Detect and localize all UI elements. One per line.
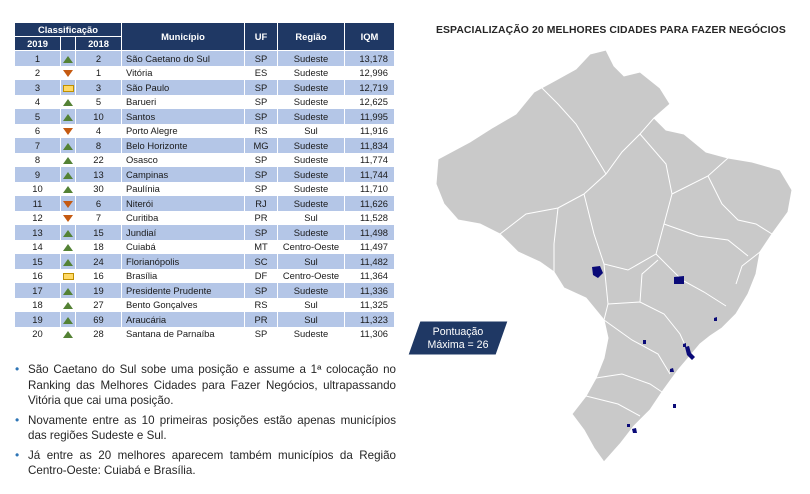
municipio-cell: Bento Gonçalves <box>122 298 245 313</box>
rank-2018-cell: 3 <box>76 80 122 95</box>
table-row <box>15 327 395 342</box>
iqm-cell: 11,306 <box>345 327 395 342</box>
municipio-cell: Vitória <box>122 66 245 81</box>
table-row <box>15 211 395 226</box>
uf-cell: SP <box>245 225 278 240</box>
header-municipio: Município <box>122 23 245 51</box>
iqm-cell: 11,336 <box>345 283 395 298</box>
iqm-cell: 11,482 <box>345 254 395 269</box>
marker-brasilia <box>674 276 684 284</box>
rank-2018-cell: 16 <box>76 269 122 284</box>
rank-2019-cell: 13 <box>15 225 61 240</box>
trend-down-icon <box>63 70 73 77</box>
table-row <box>15 51 395 66</box>
rank-2018-cell: 1 <box>76 66 122 81</box>
trend-cell <box>61 167 76 182</box>
header-2018: 2018 <box>76 37 122 51</box>
regiao-cell: Sudeste <box>278 51 345 66</box>
trend-up-icon <box>63 172 73 179</box>
trend-up-icon <box>63 186 73 193</box>
trend-up-icon <box>63 331 73 338</box>
trend-up-icon <box>63 244 73 251</box>
rank-2019-cell: 7 <box>15 138 61 153</box>
regiao-cell: Sudeste <box>278 283 345 298</box>
bullet-list <box>14 362 396 483</box>
trend-up-icon <box>63 143 73 150</box>
regiao-cell: Sudeste <box>278 109 345 124</box>
uf-cell: SC <box>245 254 278 269</box>
bullet-text: Novamente entre as 10 primeiras posições estão apenas municípios das regiões Sudeste e Sul. <box>28 413 396 442</box>
trend-down-icon <box>63 128 73 135</box>
table-row <box>15 240 395 255</box>
score-box <box>408 321 508 355</box>
trend-cell <box>61 298 76 313</box>
regiao-cell: Centro-Oeste <box>278 240 345 255</box>
regiao-cell: Sudeste <box>278 225 345 240</box>
uf-cell: SP <box>245 153 278 168</box>
rank-2019-cell: 2 <box>15 66 61 81</box>
trend-up-icon <box>63 157 73 164</box>
municipio-cell: Niterói <box>122 196 245 211</box>
marker-presidente-prudente <box>643 340 646 344</box>
map-title: ESPACIALIZAÇÃO 20 MELHORES CIDADES PARA FAZER NEGÓCIOS <box>436 25 786 36</box>
table-row <box>15 283 395 298</box>
trend-cell <box>61 66 76 81</box>
iqm-cell: 11,710 <box>345 182 395 197</box>
trend-cell <box>61 182 76 197</box>
trend-cell <box>61 138 76 153</box>
trend-up-icon <box>63 99 73 106</box>
uf-cell: PR <box>245 211 278 226</box>
trend-cell <box>61 153 76 168</box>
score-text <box>408 326 508 351</box>
table-row <box>15 80 395 95</box>
table-row <box>15 124 395 139</box>
iqm-cell: 11,498 <box>345 225 395 240</box>
regiao-cell: Sudeste <box>278 138 345 153</box>
rank-2018-cell: 24 <box>76 254 122 269</box>
marker-florianopolis <box>673 404 676 408</box>
rank-2019-cell: 19 <box>15 312 61 327</box>
trend-up-icon <box>63 114 73 121</box>
municipio-cell: Santana de Parnaíba <box>122 327 245 342</box>
uf-cell: MT <box>245 240 278 255</box>
trend-cell <box>61 95 76 110</box>
trend-up-icon <box>63 288 73 295</box>
regiao-cell: Sudeste <box>278 80 345 95</box>
rank-2019-cell: 12 <box>15 211 61 226</box>
regiao-cell: Centro-Oeste <box>278 269 345 284</box>
table-row <box>15 138 395 153</box>
uf-cell: ES <box>245 66 278 81</box>
trend-same-icon <box>63 85 74 92</box>
header-trend <box>61 37 76 51</box>
rank-2018-cell: 8 <box>76 138 122 153</box>
header-regiao: Região <box>278 23 345 51</box>
municipio-cell: Araucária <box>122 312 245 327</box>
municipio-cell: Osasco <box>122 153 245 168</box>
rank-2018-cell: 6 <box>76 196 122 211</box>
regiao-cell: Sul <box>278 211 345 226</box>
uf-cell: SP <box>245 182 278 197</box>
rank-2019-cell: 5 <box>15 109 61 124</box>
rank-2019-cell: 9 <box>15 167 61 182</box>
iqm-cell: 11,995 <box>345 109 395 124</box>
header-uf: UF <box>245 23 278 51</box>
ranking-table <box>14 22 395 341</box>
brazil-map <box>408 44 808 492</box>
uf-cell: PR <box>245 312 278 327</box>
bullet-icon: • <box>15 362 20 376</box>
table-row <box>15 225 395 240</box>
table-row <box>15 196 395 211</box>
rank-2018-cell: 7 <box>76 211 122 226</box>
trend-cell <box>61 312 76 327</box>
trend-up-icon <box>63 302 73 309</box>
rank-2019-cell: 4 <box>15 95 61 110</box>
rank-2018-cell: 5 <box>76 95 122 110</box>
regiao-cell: Sudeste <box>278 196 345 211</box>
municipio-cell: São Paulo <box>122 80 245 95</box>
rank-2019-cell: 8 <box>15 153 61 168</box>
table-row <box>15 66 395 81</box>
trend-up-icon <box>63 317 73 324</box>
iqm-cell: 11,497 <box>345 240 395 255</box>
municipio-cell: Brasília <box>122 269 245 284</box>
trend-up-icon <box>63 230 73 237</box>
trend-cell <box>61 254 76 269</box>
municipio-cell: Porto Alegre <box>122 124 245 139</box>
iqm-cell: 11,916 <box>345 124 395 139</box>
trend-cell <box>61 196 76 211</box>
rank-2018-cell: 30 <box>76 182 122 197</box>
municipio-cell: Barueri <box>122 95 245 110</box>
municipio-cell: Presidente Prudente <box>122 283 245 298</box>
trend-cell <box>61 240 76 255</box>
regiao-cell: Sudeste <box>278 327 345 342</box>
iqm-cell: 13,178 <box>345 51 395 66</box>
rank-2018-cell: 2 <box>76 51 122 66</box>
uf-cell: SP <box>245 167 278 182</box>
iqm-cell: 11,325 <box>345 298 395 313</box>
regiao-cell: Sudeste <box>278 167 345 182</box>
rank-2018-cell: 15 <box>76 225 122 240</box>
municipio-cell: Cuiabá <box>122 240 245 255</box>
trend-cell <box>61 269 76 284</box>
rank-2018-cell: 28 <box>76 327 122 342</box>
regiao-cell: Sul <box>278 312 345 327</box>
rank-2019-cell: 3 <box>15 80 61 95</box>
bullet-icon: • <box>15 412 20 427</box>
trend-cell <box>61 283 76 298</box>
bullet-icon: • <box>15 447 20 462</box>
bullet-text: São Caetano do Sul sobe uma posição e assume a 1ª colocação no Ranking das Melhores Cidades para Fazer Negócios, ultrapassando Vitória que cai uma posição. <box>28 363 396 407</box>
iqm-cell: 11,528 <box>345 211 395 226</box>
trend-down-icon <box>63 201 73 208</box>
uf-cell: DF <box>245 269 278 284</box>
uf-cell: RJ <box>245 196 278 211</box>
municipio-cell: Jundiaí <box>122 225 245 240</box>
rank-2019-cell: 6 <box>15 124 61 139</box>
uf-cell: SP <box>245 109 278 124</box>
regiao-cell: Sudeste <box>278 66 345 81</box>
table-row <box>15 153 395 168</box>
iqm-cell: 11,364 <box>345 269 395 284</box>
uf-cell: SP <box>245 327 278 342</box>
regiao-cell: Sudeste <box>278 95 345 110</box>
table-row <box>15 95 395 110</box>
marker-bento-goncalves <box>627 424 630 427</box>
iqm-cell: 12,625 <box>345 95 395 110</box>
municipio-cell: Paulínia <box>122 182 245 197</box>
table-row <box>15 269 395 284</box>
uf-cell: RS <box>245 124 278 139</box>
rank-2019-cell: 18 <box>15 298 61 313</box>
trend-up-icon <box>63 259 73 266</box>
table-row <box>15 254 395 269</box>
rank-2018-cell: 19 <box>76 283 122 298</box>
trend-cell <box>61 80 76 95</box>
iqm-cell: 11,774 <box>345 153 395 168</box>
rank-2018-cell: 27 <box>76 298 122 313</box>
rank-2018-cell: 69 <box>76 312 122 327</box>
header-iqm: IQM <box>345 23 395 51</box>
table-row <box>15 167 395 182</box>
iqm-cell: 11,323 <box>345 312 395 327</box>
table-row <box>15 182 395 197</box>
rank-2018-cell: 10 <box>76 109 122 124</box>
trend-cell <box>61 327 76 342</box>
municipio-cell: Campinas <box>122 167 245 182</box>
rank-2019-cell: 11 <box>15 196 61 211</box>
uf-cell: SP <box>245 283 278 298</box>
score-line-2: Máxima = 26 <box>427 338 489 351</box>
trend-cell <box>61 211 76 226</box>
uf-cell: MG <box>245 138 278 153</box>
uf-cell: RS <box>245 298 278 313</box>
iqm-cell: 11,744 <box>345 167 395 182</box>
trend-down-icon <box>63 215 73 222</box>
trend-up-icon <box>63 56 73 63</box>
municipio-cell: Belo Horizonte <box>122 138 245 153</box>
iqm-cell: 12,719 <box>345 80 395 95</box>
rank-2019-cell: 14 <box>15 240 61 255</box>
table-row <box>15 109 395 124</box>
rank-2018-cell: 22 <box>76 153 122 168</box>
rank-2019-cell: 20 <box>15 327 61 342</box>
uf-cell: SP <box>245 95 278 110</box>
regiao-cell: Sul <box>278 254 345 269</box>
bullet-item <box>14 448 396 479</box>
table-row <box>15 312 395 327</box>
regiao-cell: Sudeste <box>278 153 345 168</box>
municipio-cell: São Caetano do Sul <box>122 51 245 66</box>
bullet-item <box>14 362 396 409</box>
iqm-cell: 11,834 <box>345 138 395 153</box>
regiao-cell: Sul <box>278 124 345 139</box>
trend-same-icon <box>63 273 74 280</box>
municipio-cell: Curitiba <box>122 211 245 226</box>
rank-2019-cell: 10 <box>15 182 61 197</box>
trend-cell <box>61 124 76 139</box>
uf-cell: SP <box>245 51 278 66</box>
trend-cell <box>61 109 76 124</box>
rank-2018-cell: 18 <box>76 240 122 255</box>
municipio-cell: Florianópolis <box>122 254 245 269</box>
rank-2018-cell: 4 <box>76 124 122 139</box>
rank-2019-cell: 17 <box>15 283 61 298</box>
rank-2018-cell: 13 <box>76 167 122 182</box>
brazil-outline <box>436 50 792 462</box>
trend-cell <box>61 225 76 240</box>
table-row <box>15 298 395 313</box>
header-2019: 2019 <box>15 37 61 51</box>
regiao-cell: Sul <box>278 298 345 313</box>
score-line-1: Pontuação <box>432 326 484 338</box>
marker-porto-alegre <box>632 428 637 433</box>
bullet-item <box>14 413 396 444</box>
iqm-cell: 11,626 <box>345 196 395 211</box>
rank-2019-cell: 1 <box>15 51 61 66</box>
header-classificacao: Classificação <box>15 23 122 37</box>
rank-2019-cell: 16 <box>15 269 61 284</box>
iqm-cell: 12,996 <box>345 66 395 81</box>
municipio-cell: Santos <box>122 109 245 124</box>
bullet-text: Já entre as 20 melhores aparecem também municípios da Região Centro-Oeste: Cuiabá e Brasília. <box>28 448 396 477</box>
uf-cell: SP <box>245 80 278 95</box>
regiao-cell: Sudeste <box>278 182 345 197</box>
trend-cell <box>61 51 76 66</box>
rank-2019-cell: 15 <box>15 254 61 269</box>
